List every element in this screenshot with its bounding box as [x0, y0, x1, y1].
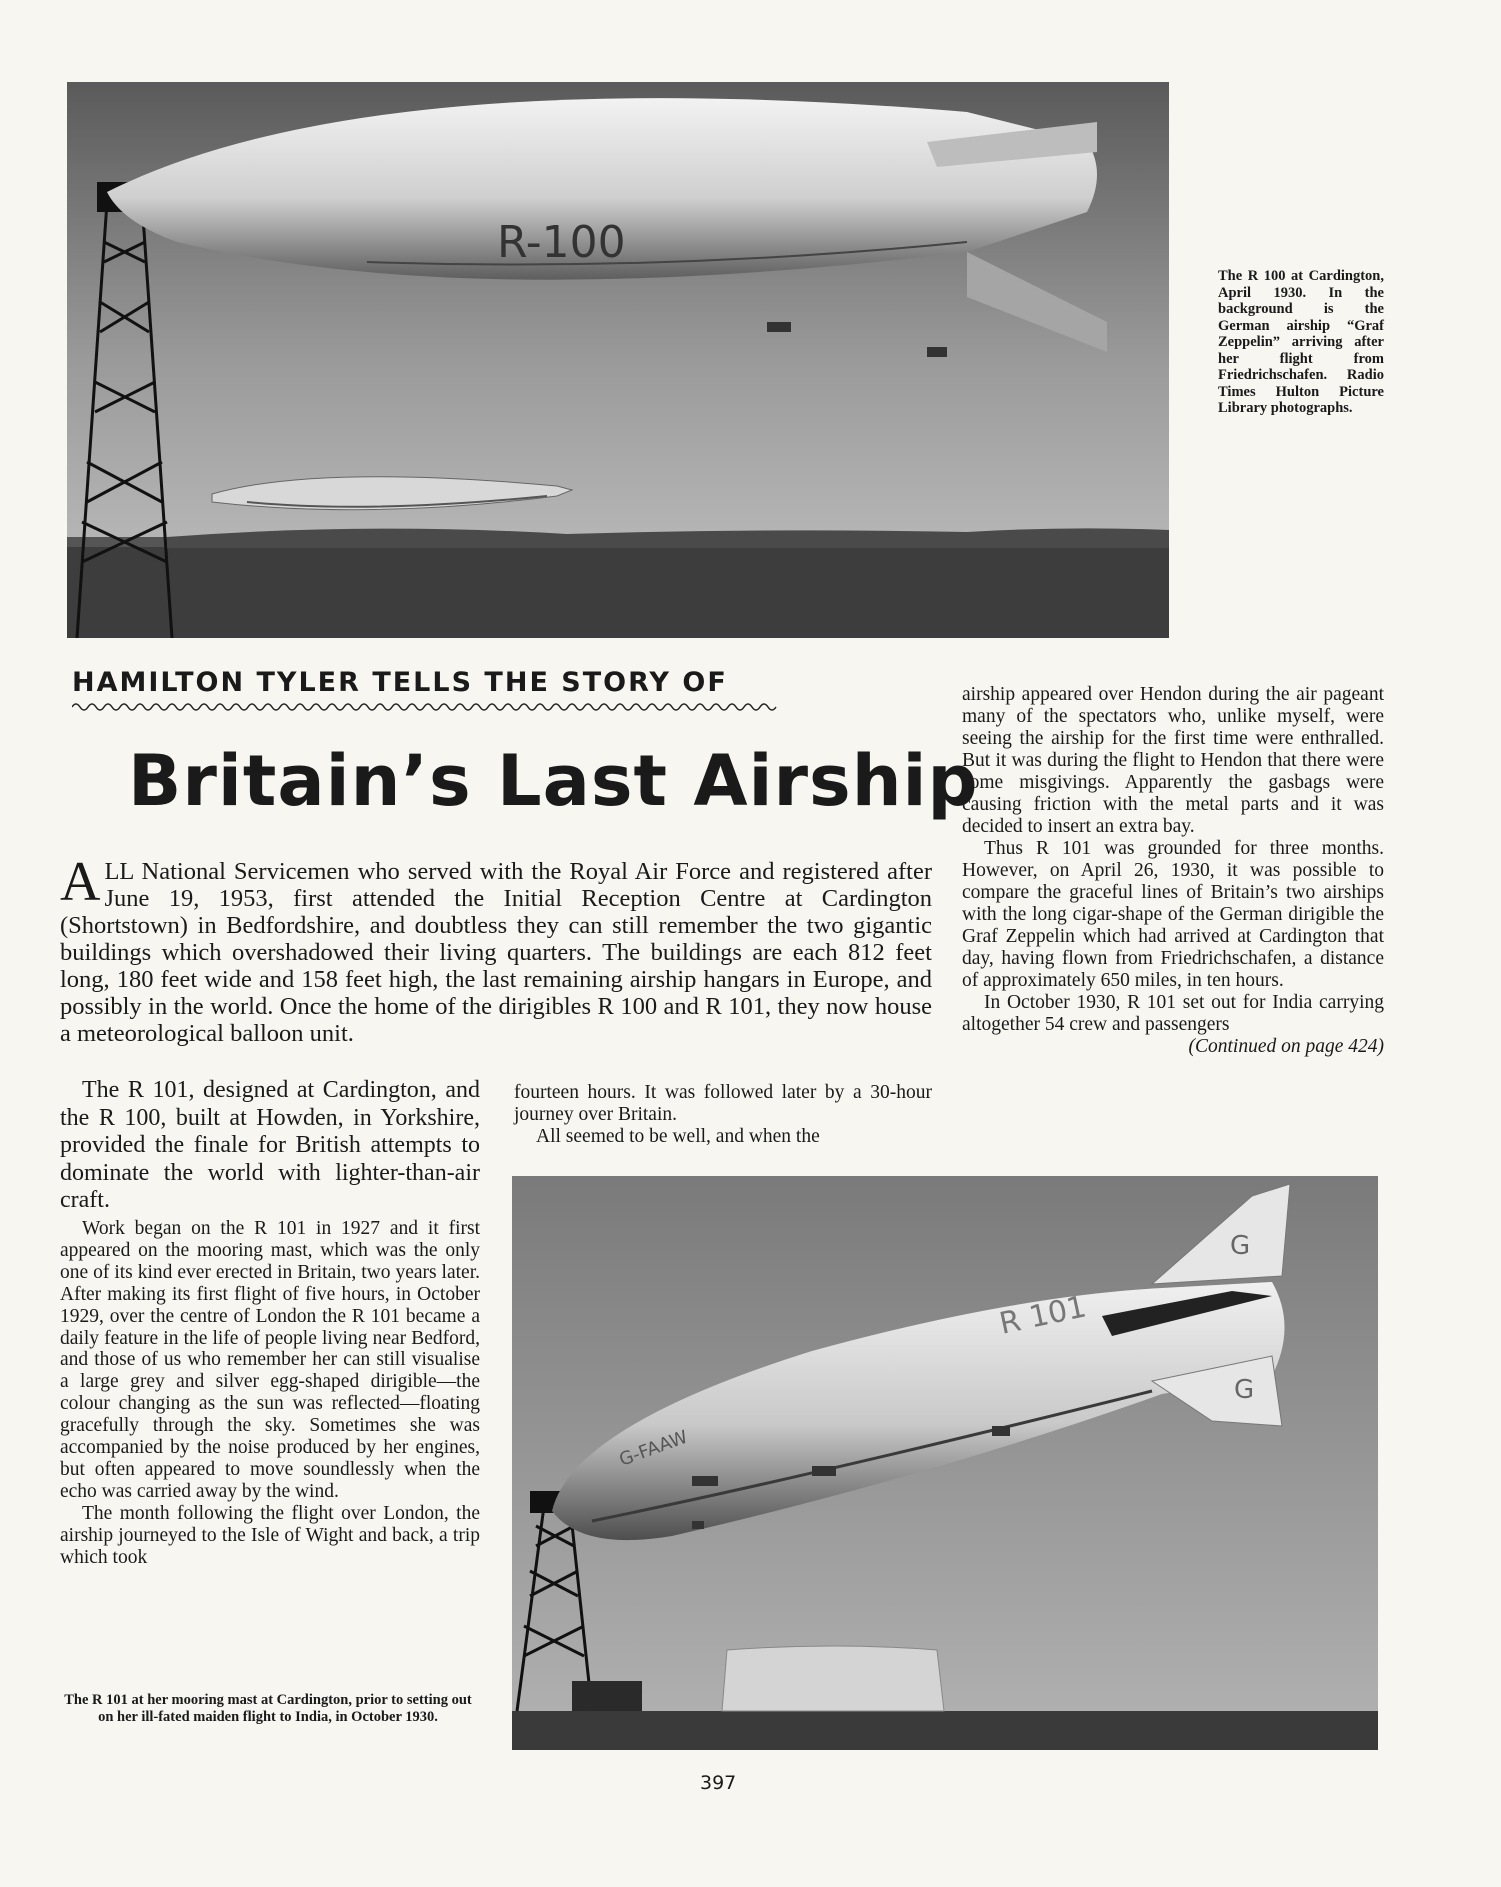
headline: Britain’s Last Airship [128, 740, 979, 822]
photo-r100 [67, 82, 1169, 638]
col3-para3: In October 1930, R 101 set out for India carrying altogether 54 crew and passengers [962, 992, 1384, 1035]
col3-para2: Thus R 101 was grounded for three months. However, on April 26, 1930, it was possible to compare the graceful lines of Britain’s two airships with the long cigar-shape of the German dirigible the Graf Zeppelin which had arrived at Cardington that day, having flown from Friedrichschafen, a distance of approximately 650 miles, in ten hours. [962, 838, 1384, 991]
r101-fin-letter-bottom: G [1234, 1375, 1255, 1405]
column-3-body [962, 684, 1384, 1058]
col1-para1: The R 101, designed at Cardington, and the R 100, built at Howden, in Yorkshire, provided the finale for British attempts to dominate the world with lighter-than-air craft. [60, 1077, 480, 1213]
photo-r100-caption: The R 100 at Cardington, April 1930. In the background is the German airship “Graf Zeppelin” arriving after her flight from Friedrichschafen. Radio Times Hulton Picture Library photographs. [1218, 268, 1384, 416]
page-number: 397 [700, 1772, 737, 1794]
column-1-para-1 [60, 1077, 480, 1215]
r101-marking: R 101 [996, 1289, 1090, 1342]
drop-cap: A [60, 851, 101, 913]
continued-note: (Continued on page 424) [1188, 1036, 1384, 1057]
col2-para2: All seemed to be well, and when the [536, 1125, 820, 1147]
photo-r101-caption: The R 101 at her mooring mast at Cardington, prior to setting out on her ill-fated maiden flight to India, in October 1930. [64, 1692, 472, 1725]
decorative-squiggle [72, 700, 820, 714]
column-2-body [514, 1082, 932, 1147]
photo-r101 [512, 1176, 1378, 1750]
r101-fin-letter-top: G [1230, 1231, 1251, 1261]
col1-para3: The month following the flight over London, the airship journeyed to the Isle of Wight and back, a trip which took [60, 1502, 480, 1568]
r100-marking: R-100 [497, 217, 626, 268]
col1-para2: Work began on the R 101 in 1927 and it first appeared on the mooring mast, which was the only one of its kind ever erected in Britain, two years later. After making its first flight of five hours, in October 1929, over the centre of London the R 101 became a daily feature in the life of people living near Bedford, and those of us who remember her can still visualise a large grey and silver egg-shaped dirigible—the colour changing as the sun was reflected—floating gracefully through the sky. Sometimes she was accompanied by the noise produced by her engines, but often appeared to move soundlessly when the echo was carried away by the wind. [60, 1218, 480, 1502]
r101-registration: G-FAAW [616, 1426, 691, 1471]
col2-para1: fourteen hours. It was followed later by a 30-hour journey over Britain. [514, 1082, 932, 1125]
lead-text: LL National Servicemen who served with the Royal Air Force and registered after June 19, 1953, first attended the Initial Reception Centre at Cardington (Shortstown) in Bedfordshire, and doubtless they can still remember the two gigantic buildings which overshadowed their living quarters. The buildings are each 812 feet long, 180 feet wide and 158 feet high, the last remaining airship hangars in Europe, and possibly in the world. Once the home of the dirigibles R 100 and R 101, they now house a meteorological balloon unit. [60, 858, 932, 1047]
column-1-body [60, 1218, 480, 1569]
lead-paragraph [60, 851, 932, 1047]
kicker: HAMILTON TYLER TELLS THE STORY OF [72, 667, 728, 698]
col3-para1: airship appeared over Hendon during the air pageant many of the spectators who, unlike myself, were seeing the airship for the first time were enthralled. But it was during the flight to Hendon that there were some misgivings. Apparently the gasbags were causing friction with the metal parts and it was decided to insert an extra bay. [962, 684, 1384, 837]
